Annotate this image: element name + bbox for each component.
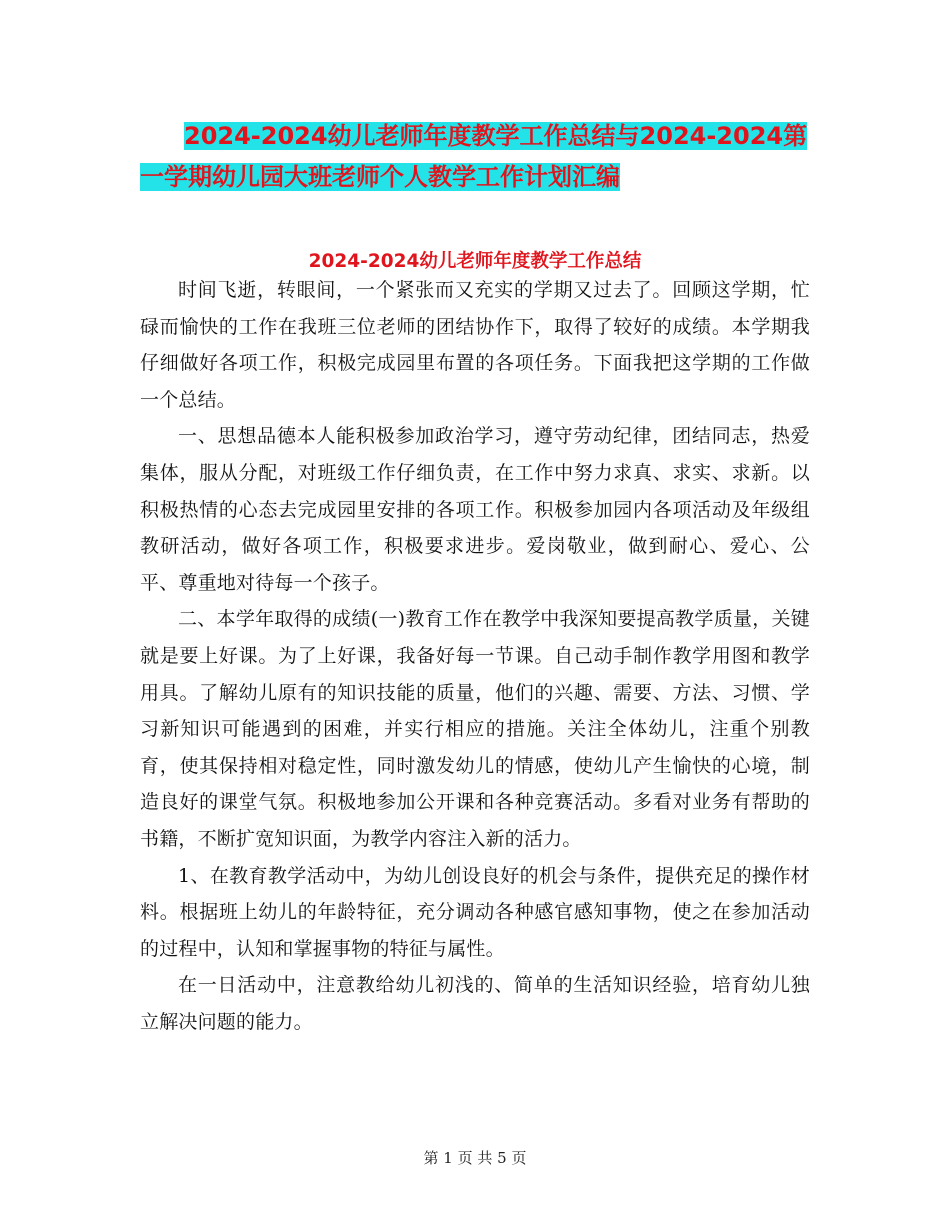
paragraph: 时间飞逝，转眼间，一个紧张而又充实的学期又过去了。回顾这学期，忙碌而愉快的工作在我班三位老师的团结协作下，取得了较好的成绩。本学期我仔细做好各项工作，积极完成园里布置的各项任务。下面我把这学期的工作做一个总结。 [140, 279, 810, 411]
paragraph: 在一日活动中，注意教给幼儿初浅的、简单的生活知识经验，培育幼儿独立解决问题的能力。 [140, 974, 810, 1033]
document-title-line-2: 一学期幼儿园大班老师个人教学工作计划汇编 [140, 163, 620, 191]
page-footer: 第 1 页 共 5 页 [423, 1149, 527, 1167]
paragraph: 1、在教育教学活动中，为幼儿创设良好的机会与条件，提供充足的操作材料。根据班上幼儿的年龄特征，充分调动各种感官感知事物，使之在参加活动的过程中，认知和掌握事物的特征与属性。 [140, 864, 810, 960]
paragraph: 一、思想品德本人能积极参加政治学习，遵守劳动纪律，团结同志，热爱集体，服从分配，对班级工作仔细负责，在工作中努力求真、求实、求新。以积极热情的心态去完成园里安排的各项工作。积极参加园内各项活动及年级组教研活动，做好各项工作，积极要求进步。爱岗敬业，做到耐心、爱心、公平、尊重地对待每一个孩子。 [140, 425, 810, 594]
paragraph: 二、本学年取得的成绩(一)教育工作在教学中我深知要提高教学质量，关键就是要上好课。为了上好课，我备好每一节课。自己动手制作教学用图和教学用具。了解幼儿原有的知识技能的质量，他们的兴趣、需要、方法、习惯、学习新知识可能遇到的困难，并实行相应的措施。关注全体幼儿，注重个别教育，使其保持相对稳定性，同时激发幼儿的情感，使幼儿产生愉快的心境，制造良好的课堂气氛。积极地参加公开课和各种竞赛活动。多看对业务有帮助的书籍，不断扩宽知识面，为教学内容注入新的活力。 [140, 608, 810, 850]
section-title: 2024-2024幼儿老师年度教学工作总结 [308, 251, 642, 272]
document-body [140, 272, 810, 1040]
document-title-line-1: 2024-2024幼儿老师年度教学工作总结与2024-2024第 [184, 122, 808, 150]
document-title [140, 116, 820, 198]
